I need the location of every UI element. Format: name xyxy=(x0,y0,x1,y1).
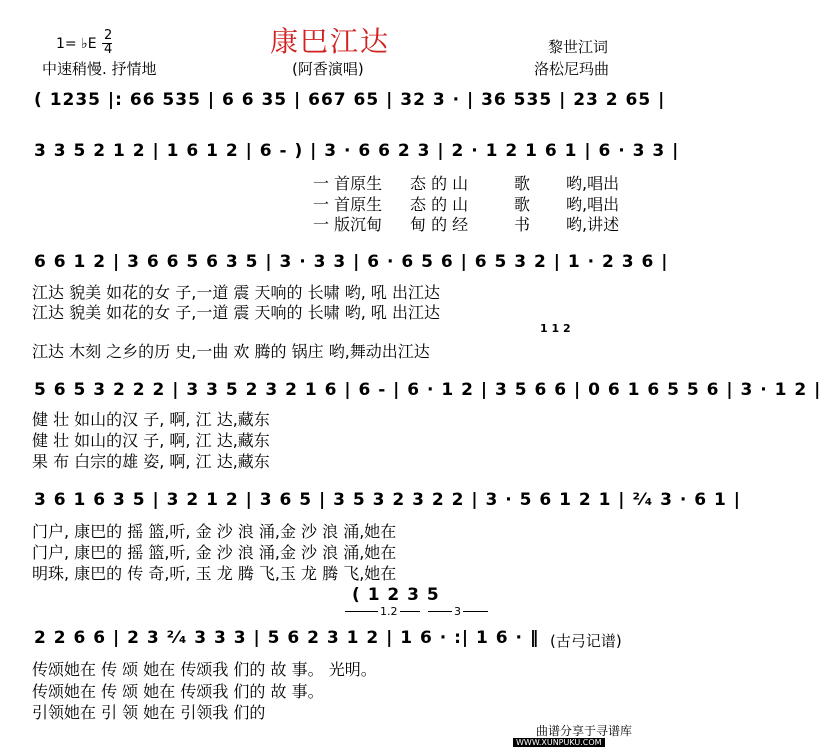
score-line-5: 3 6 1 6 3 5 | 3 2 1 2 | 3 6 5 | 3 5 3 2 3 2 2 | 3 · 5 6 1 2 1 | ²⁄₄ 3 · 6 1 | xyxy=(34,490,741,510)
lyric-line-1d: 哟,唱出 xyxy=(566,174,620,193)
score-line-2: 3 3 5 2 1 2 | 1 6 1 2 | 6 - ) | 3 · 6 6 2 3 | 2 · 1 2 1 6 1 | 6 · 3 3 | xyxy=(34,141,680,161)
composer-credit: 洛松尼玛曲 xyxy=(534,60,610,78)
tempo-marking: 中速稍慢. 抒情地 xyxy=(42,60,157,78)
lyric-line-3a: 一 版沉甸 xyxy=(313,215,383,234)
time-signature-top: 2 xyxy=(104,28,113,43)
song-title: 康巴江达 xyxy=(270,25,391,58)
lyric-line-3d: 哟,讲述 xyxy=(566,215,620,234)
ending-notes: ( 1 2 3 5 xyxy=(352,585,440,605)
lyric-line-14: 传颂她在 传 颂 她在 传颂我 们的 故 事。 xyxy=(32,682,324,701)
lyric-line-7: 健 壮 如山的汉 子, 啊, 江 达,藏东 xyxy=(32,410,270,429)
lyric-line-10: 门户, 康巴的 摇 篮,听, 金 沙 浪 涌,金 沙 浪 涌,她在 xyxy=(32,522,397,541)
lyric-line-1a: 一 首原生 xyxy=(313,174,383,193)
lyric-line-2d: 哟,唱出 xyxy=(566,195,620,214)
footer-site: 曲谱分享于寻谱库 xyxy=(536,724,633,738)
lyric-line-2b: 态 的 山 xyxy=(410,195,469,214)
lyric-line-13: 传颂她在 传 颂 她在 传颂我 们的 故 事。 光明。 xyxy=(32,660,377,679)
lyric-line-15: 引领她在 引 领 她在 引领我 们的 xyxy=(32,703,266,722)
lyric-line-9: 果 布 白宗的雄 姿, 啊, 江 达,藏东 xyxy=(32,452,270,471)
lyric-line-1c: 歌 xyxy=(514,174,531,193)
lyric-line-4: 江达 貌美 如花的女 子,一道 震 天响的 长啸 哟, 吼 出江达 xyxy=(32,283,440,302)
lyric-line-12: 明珠, 康巴的 传 奇,听, 玉 龙 腾 飞,玉 龙 腾 飞,她在 xyxy=(32,564,397,583)
score-line-6: 2 2 6 6 | 2 3 ²⁄₄ 3 3 3 | 5 6 2 3 1 2 | 1 6 · :| 1 6 · ‖ xyxy=(34,628,540,648)
time-signature-bottom: 4 xyxy=(104,42,113,57)
lyric-line-6: 江达 木刻 之乡的历 史,一曲 欢 腾的 锅庄 哟,舞动出江达 xyxy=(32,342,430,361)
footer-url: WWW.XUNPUKU.COM xyxy=(513,738,605,747)
score-line-1: ( 1235 |: 66 535 | 6 6 35 | 667 65 | 32 3 · | 36 535 | 23 2 65 | xyxy=(34,90,666,110)
singer-credit: (阿香演唱) xyxy=(292,60,364,78)
lyric-line-1b: 态 的 山 xyxy=(410,174,469,193)
lyric-line-5: 江达 貌美 如花的女 子,一道 震 天响的 长啸 哟, 吼 出江达 xyxy=(32,303,440,322)
lyric-line-8: 健 壮 如山的汉 子, 啊, 江 达,藏东 xyxy=(32,431,270,450)
score-line-4: 5 6 5 3 2 2 2 | 3 3 5 2 3 2 1 6 | 6 - | 6 · 1 2 | 3 5 6 6 | 0 6 1 6 5 5 6 | 3 · 1 2 | xyxy=(34,380,821,400)
volta-1-label: 1.2 xyxy=(380,605,398,618)
lyric-line-3c: 书 xyxy=(514,215,531,234)
recorder-credit: (古弓记谱) xyxy=(550,632,622,650)
small-notes: 1 1 2 xyxy=(540,322,571,335)
lyric-line-11: 门户, 康巴的 摇 篮,听, 金 沙 浪 涌,金 沙 浪 涌,她在 xyxy=(32,543,397,562)
lyric-line-2c: 歌 xyxy=(514,195,531,214)
volta-2-label: 3 xyxy=(454,605,461,618)
lyricist-credit: 黎世江词 xyxy=(548,38,609,56)
lyric-line-3b: 甸 的 经 xyxy=(410,215,469,234)
key-signature: 1= ♭E xyxy=(56,36,97,52)
score-line-3: 6 6 1 2 | 3 6 6 5 6 3 5 | 3 · 3 3 | 6 · 6 5 6 | 6 5 3 2 | 1 · 2 3 6 | xyxy=(34,252,669,272)
lyric-line-2a: 一 首原生 xyxy=(313,195,383,214)
